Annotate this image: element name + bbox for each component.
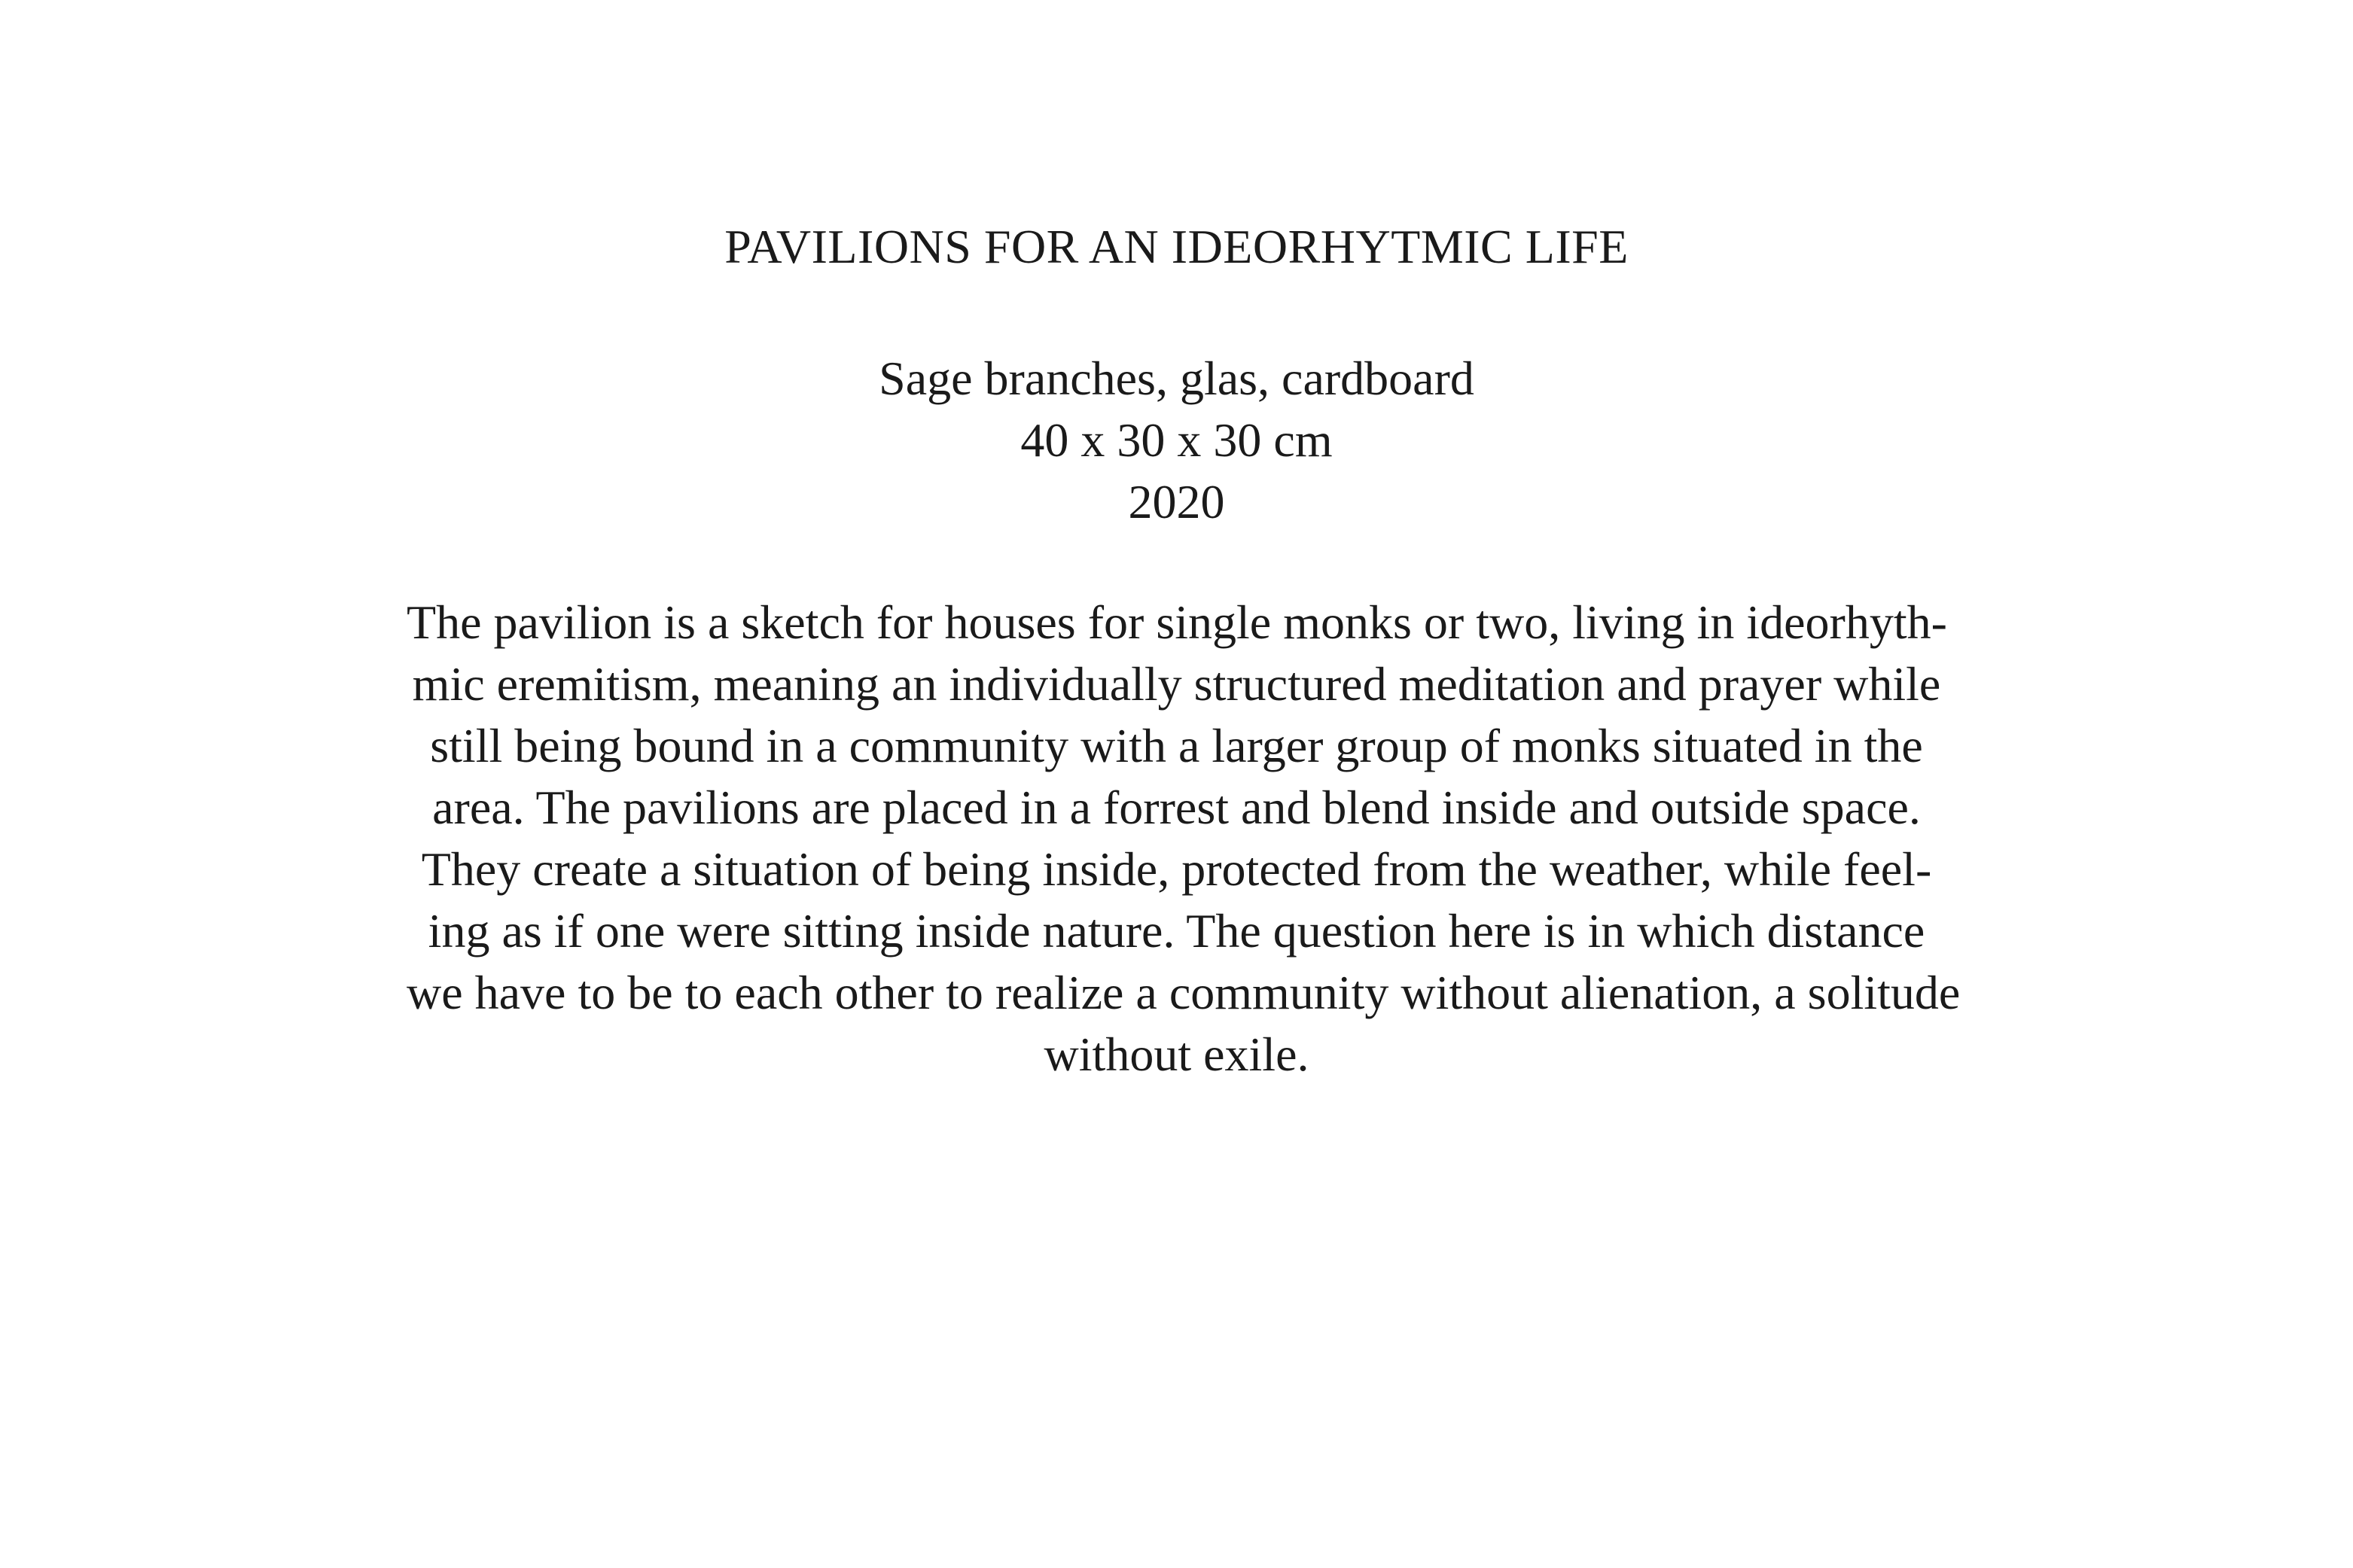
artwork-description <box>407 592 1961 1085</box>
description-line: The pavilion is a sketch for houses for single monks or two, living in ideorhyth- <box>407 595 1947 649</box>
artwork-dimensions: 40 x 30 x 30 cm <box>1020 413 1333 467</box>
description-line: They create a situation of being inside, protected from the weather, while feel- <box>421 842 1932 896</box>
artwork-year: 2020 <box>1128 475 1225 528</box>
description-line: without exile. <box>1044 1028 1309 1081</box>
description-line: mic eremitism, meaning an individually structured meditation and prayer while <box>412 657 1941 711</box>
artwork-title: PAVILIONS FOR AN IDEORHYTMIC LIFE <box>724 220 1629 273</box>
description-line: we have to be to each other to realize a community without alienation, a solitude <box>407 966 1961 1019</box>
description-line: ing as if one were sitting inside nature. The question here is in which distance <box>428 904 1925 958</box>
artwork-details <box>0 348 2353 533</box>
description-line: area. The pavilions are placed in a forrest and blend inside and outside space. <box>432 781 1921 834</box>
artwork-materials: Sage branches, glas, cardboard <box>879 352 1474 405</box>
description-line: still being bound in a community with a larger group of monks situated in the <box>430 719 1923 772</box>
